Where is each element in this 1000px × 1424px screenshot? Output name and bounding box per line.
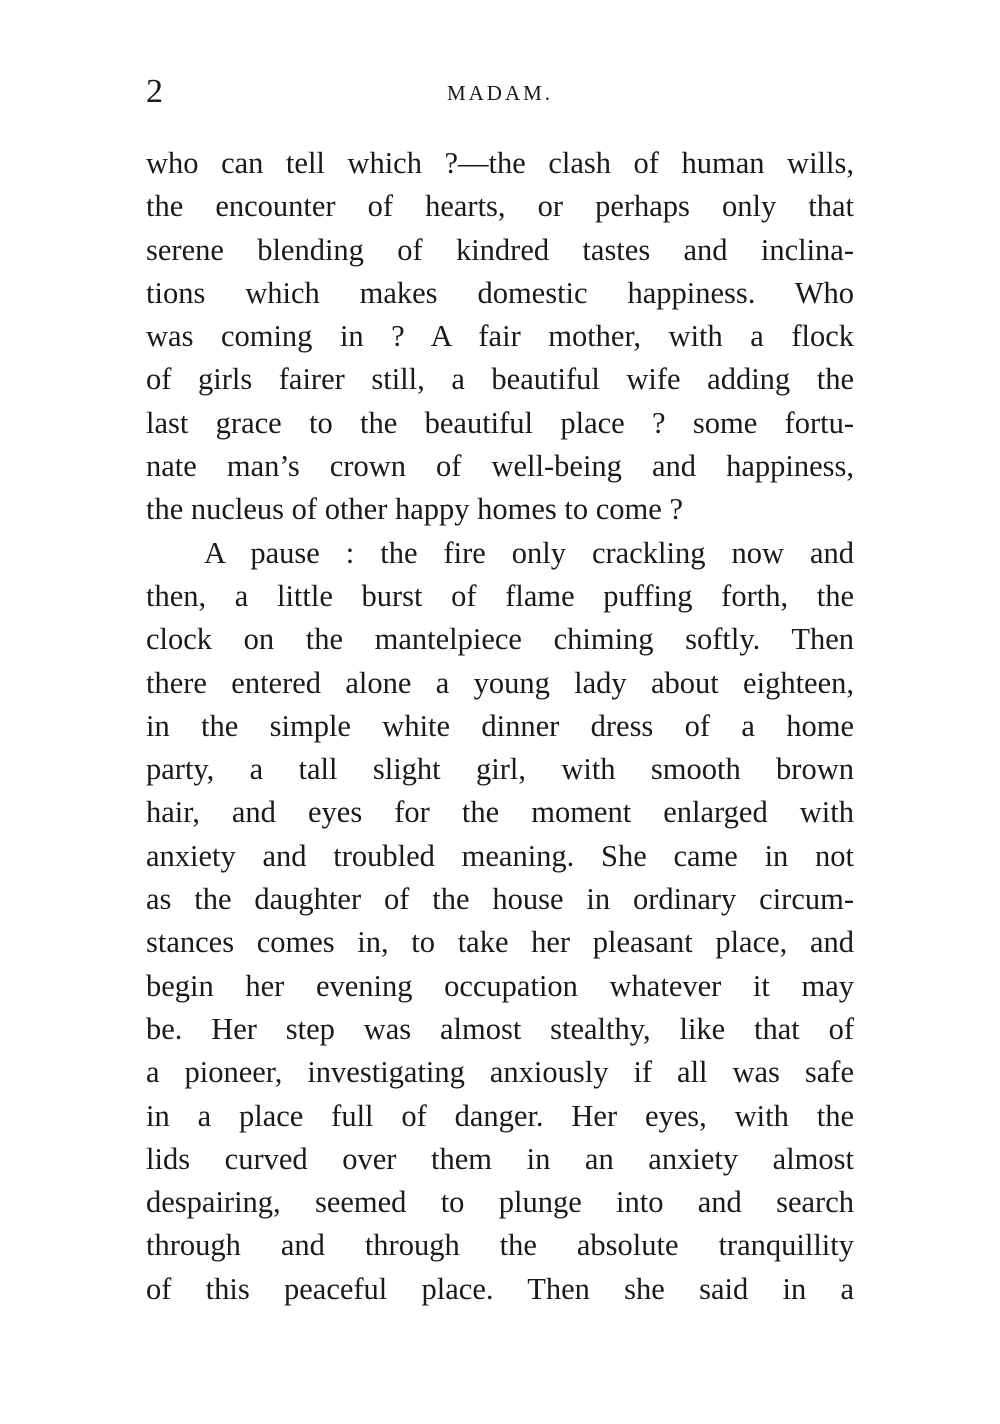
text-line: begin her evening occupation whatever it may [146, 968, 854, 1003]
text-line: lids curved over them in an anxiety almost [146, 1141, 854, 1176]
text-line: be. Her step was almost stealthy, like that of [146, 1011, 854, 1046]
text-line: a pioneer, investigating anxiously if all was safe [146, 1055, 854, 1090]
text-line: as the daughter of the house in ordinary circum- [146, 882, 854, 917]
text-line: stances comes in, to take her pleasant place, and [146, 925, 854, 960]
text-line: there entered alone a young lady about eighteen, [146, 665, 854, 700]
text-line-paragraph-end: the nucleus of other happy homes to come ? [146, 492, 683, 527]
text-line: anxiety and troubled meaning. She came in not [146, 838, 854, 873]
text-line: nate man’s crown of well-being and happiness, [146, 449, 854, 484]
text-line: of girls fairer still, a beautiful wife adding the [146, 362, 854, 397]
running-title: MADAM. [446, 81, 554, 105]
text-line: last grace to the beautiful place ? some fortu- [146, 405, 854, 440]
text-line: through and through the absolute tranquillity [146, 1228, 854, 1263]
text-line: clock on the mantelpiece chiming softly. Then [146, 622, 854, 657]
text-line: then, a little burst of flame puffing forth, the [146, 578, 854, 613]
text-line: in the simple white dinner dress of a home [146, 708, 854, 743]
text-line: of this peaceful place. Then she said in a [146, 1271, 854, 1306]
text-line: hair, and eyes for the moment enlarged with [146, 795, 854, 830]
page-number: 2 [146, 73, 163, 110]
text-line: who can tell which ?—the clash of human wills, [146, 146, 854, 180]
text-line: tions which makes domestic happiness. Who [146, 275, 854, 310]
text-line: despairing, seemed to plunge into and search [146, 1185, 854, 1220]
text-line: party, a tall slight girl, with smooth brown [146, 752, 854, 787]
text-line: the encounter of hearts, or perhaps only that [146, 189, 854, 224]
running-head [146, 72, 854, 112]
text-line: serene blending of kindred tastes and inclina- [146, 232, 854, 267]
text-line: was coming in ? A fair mother, with a flock [146, 319, 854, 354]
text-line-paragraph-start: A pause : the fire only crackling now and [204, 535, 854, 570]
body-text [146, 142, 854, 1311]
text-line: in a place full of danger. Her eyes, with the [146, 1098, 854, 1133]
